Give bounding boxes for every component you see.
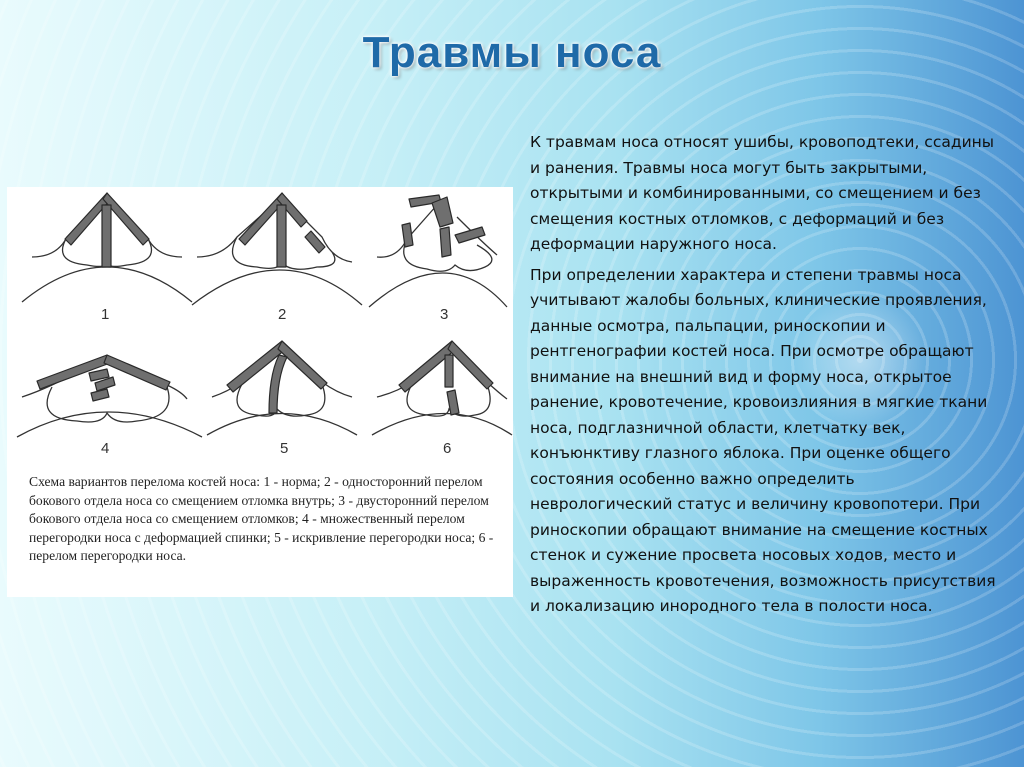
diagram-label-2: 2: [278, 306, 287, 323]
diagram-label-5: 5: [280, 440, 289, 457]
diagram-3-bilateral: [369, 195, 507, 323]
diagram-label-6: 6: [443, 440, 452, 457]
diagram-5-deviation: [207, 341, 357, 457]
diagram-6-septal: [372, 341, 512, 457]
slide-title: Травмы носа: [362, 28, 662, 77]
diagram-label-4: 4: [101, 440, 110, 457]
diagram-2-unilateral: [192, 193, 362, 323]
diagram-4-multiple: [17, 355, 202, 457]
paragraph-1: К травмам носа относят ушибы, кровоподтеки, ссадины и ранения. Травмы носа могут быть закрытыми, открытыми и комбинированными, со смещением и без смещения костных отломков, с деформаций и без деформации наружного носа.: [530, 133, 995, 253]
body-text: [530, 130, 1000, 625]
figure-caption: Схема вариантов перелома костей носа: 1 - норма; 2 - односторонний перелом бокового отдела носа со смещением отломка внутрь; 3 - двусторонний перелом бокового отдела носа со смещением отломков; 4 - множественный перелом перегородки носа с деформацией спинки; 5 - искривление перегородки носа; 6 - перелом перегородки носа.: [29, 474, 494, 563]
diagram-1-normal: [22, 193, 192, 323]
paragraph-2: При определении характера и степени травмы носа учитывают жалобы больных, клинические проявления, данные осмотра, пальпации, риноскопии и рентгенографии костей носа. При осмотре обращают внимание на внешний вид и форму носа, открытое ранение, кровотечение, кровоизлияния в мягкие ткани носа, подглазничной области, клетчатку век, конъюнктиву глазного яблока. При оценке общего состояния особенно важно определить неврологический статус и величину кровопотери. При риноскопии обращают внимание на смещение костных стенок и сужение просвета носовых ходов, место и выраженность кровотечения, возможность присутствия и локализацию инородного тела в полости носа.: [530, 265, 996, 615]
diagram-label-3: 3: [440, 306, 449, 323]
nose-fracture-figure: [7, 187, 513, 597]
diagram-label-1: 1: [101, 306, 110, 323]
